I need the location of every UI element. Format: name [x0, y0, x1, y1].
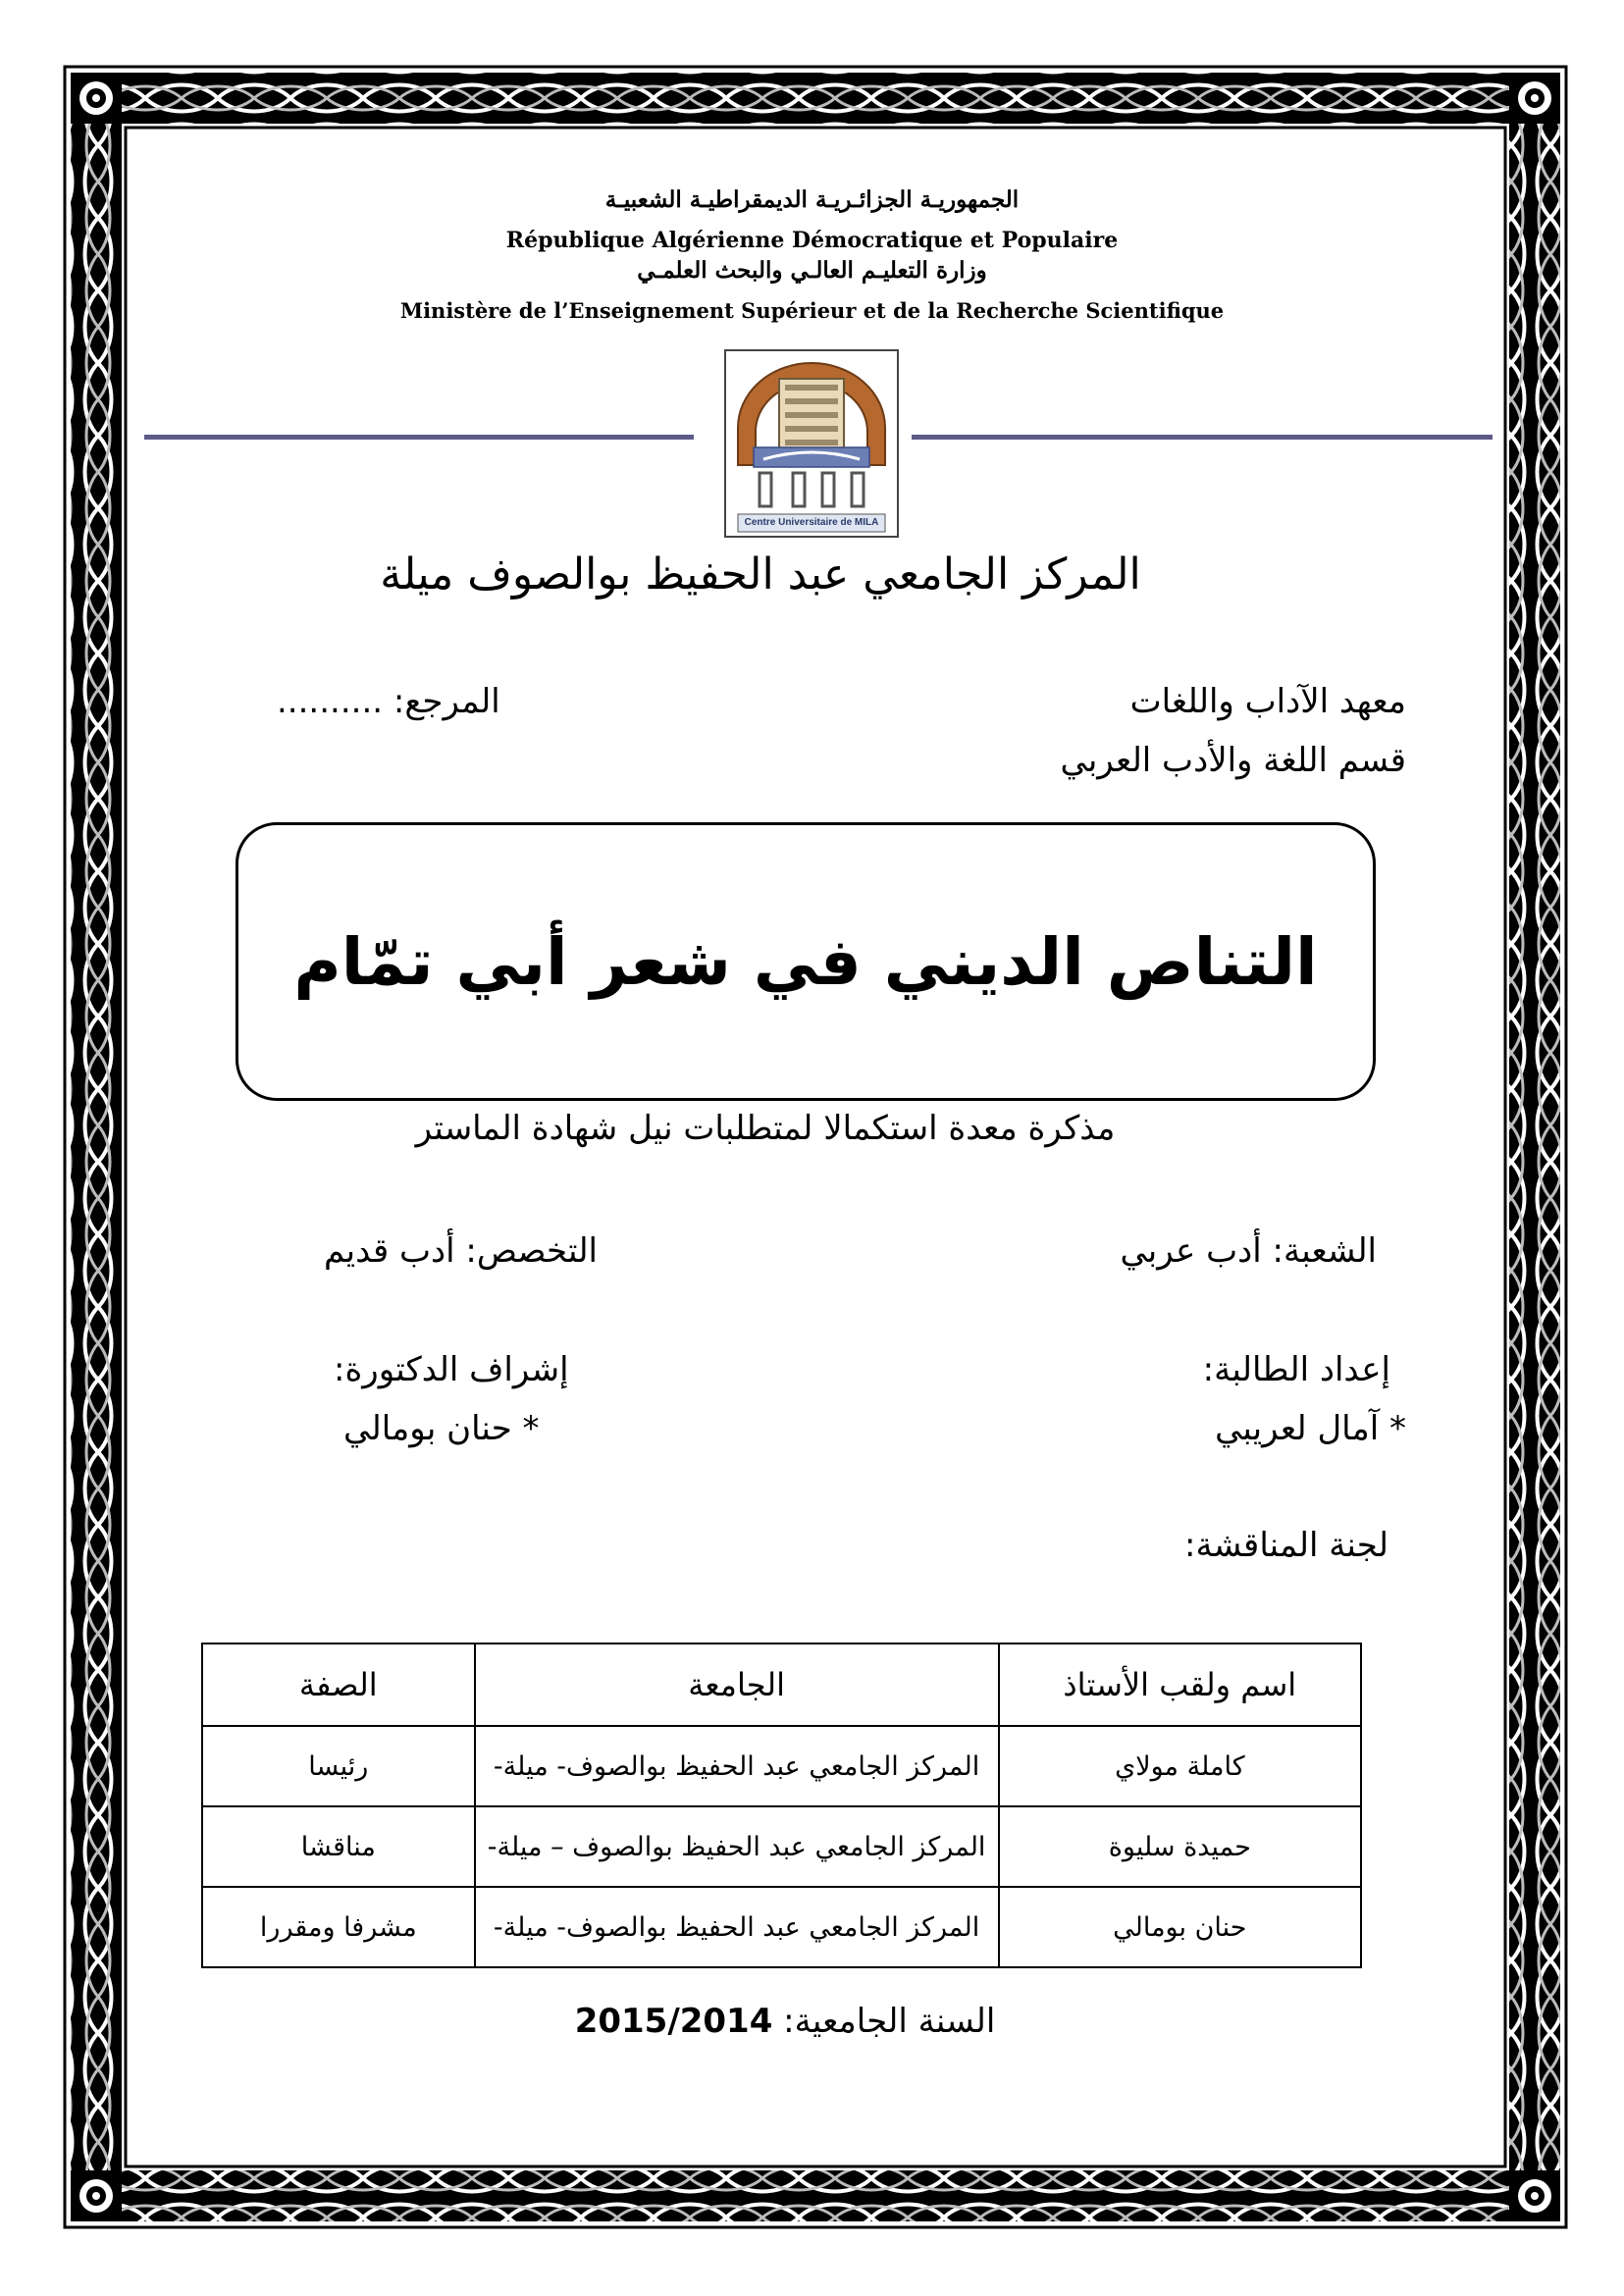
member-name: حنان بومالي — [999, 1887, 1361, 1967]
institute-name: معهد الآداب واللغات — [1129, 682, 1406, 721]
branch-label: الشعبة: أدب عربي — [1120, 1231, 1377, 1271]
ministry-french: Ministère de l’Enseignement Supérieur et de la Recherche Scientifique — [399, 298, 1225, 323]
thesis-subtitle: مذكرة معدة استكمالا لمتطلبات نيل شهادة الماستر — [415, 1109, 1116, 1148]
column-header-university: الجامعة — [475, 1644, 999, 1726]
committee-table — [201, 1643, 1362, 1968]
reference-label: المرجع: .......... — [277, 682, 500, 721]
committee-label: لجنة المناقشة: — [1184, 1526, 1388, 1565]
logo-caption: Centre Universitaire de MILA — [744, 517, 879, 528]
table-row — [202, 1887, 1361, 1967]
ministry-arabic: وزارة التعليـم العالـي والبحث العلمـي — [637, 257, 987, 284]
institution-name: المركز الجامعي عبد الحفيظ بوالصوف ميلة — [380, 549, 1141, 600]
corner-ornament-top-right — [1509, 73, 1560, 124]
student-label: إعداد الطالبة: — [1202, 1350, 1390, 1389]
header-rule-right — [912, 435, 1493, 440]
column-header-name: اسم ولقب الأستاذ — [999, 1644, 1361, 1726]
column-header-role: الصفة — [202, 1644, 475, 1726]
specialty-label: التخصص: أدب قديم — [324, 1231, 599, 1271]
academic-year-value: 2015/2014 — [574, 2002, 773, 2041]
academic-year — [491, 2002, 1079, 2041]
border-right-band — [1509, 73, 1560, 2221]
member-university: المركز الجامعي عبد الحفيظ بوالصوف- ميلة- — [475, 1726, 999, 1806]
header-rule-left — [144, 435, 694, 440]
corner-ornament-bottom-left — [71, 2170, 122, 2221]
member-role: مناقشا — [202, 1806, 475, 1887]
student-name: * آمال لعريبي — [1215, 1409, 1406, 1448]
member-university: المركز الجامعي عبد الحفيظ بوالصوف- ميلة- — [475, 1887, 999, 1967]
university-logo — [724, 349, 899, 538]
title-frame — [236, 822, 1376, 1101]
thesis-title: التناص الديني في شعر أبي تمّام — [293, 923, 1318, 1000]
member-university: المركز الجامعي عبد الحفيظ بوالصوف – ميلة- — [475, 1806, 999, 1887]
member-role: رئيسا — [202, 1726, 475, 1806]
table-row — [202, 1806, 1361, 1887]
border-left-band — [71, 73, 122, 2221]
corner-ornament-bottom-right — [1509, 2170, 1560, 2221]
member-name: كاملة مولاي — [999, 1726, 1361, 1806]
republic-arabic: الجمهوريـة الجزائـريـة الديمقراطيـة الشعبيـة — [604, 186, 1020, 213]
member-role: مشرفا ومقررا — [202, 1887, 475, 1967]
table-row — [202, 1726, 1361, 1806]
border-top-band — [71, 73, 1560, 124]
border-bottom-band — [71, 2170, 1560, 2221]
academic-year-label: السنة الجامعية: — [772, 2002, 996, 2041]
republic-french: République Algérienne Démocratique et Populaire — [505, 228, 1119, 253]
department-name: قسم اللغة والأدب العربي — [1060, 741, 1406, 780]
supervisor-name: * حنان بومالي — [343, 1409, 540, 1448]
table-header-row — [202, 1644, 1361, 1726]
corner-ornament-top-left — [71, 73, 122, 124]
supervisor-label: إشراف الدكتورة: — [334, 1350, 569, 1389]
member-name: حميدة سليوة — [999, 1806, 1361, 1887]
